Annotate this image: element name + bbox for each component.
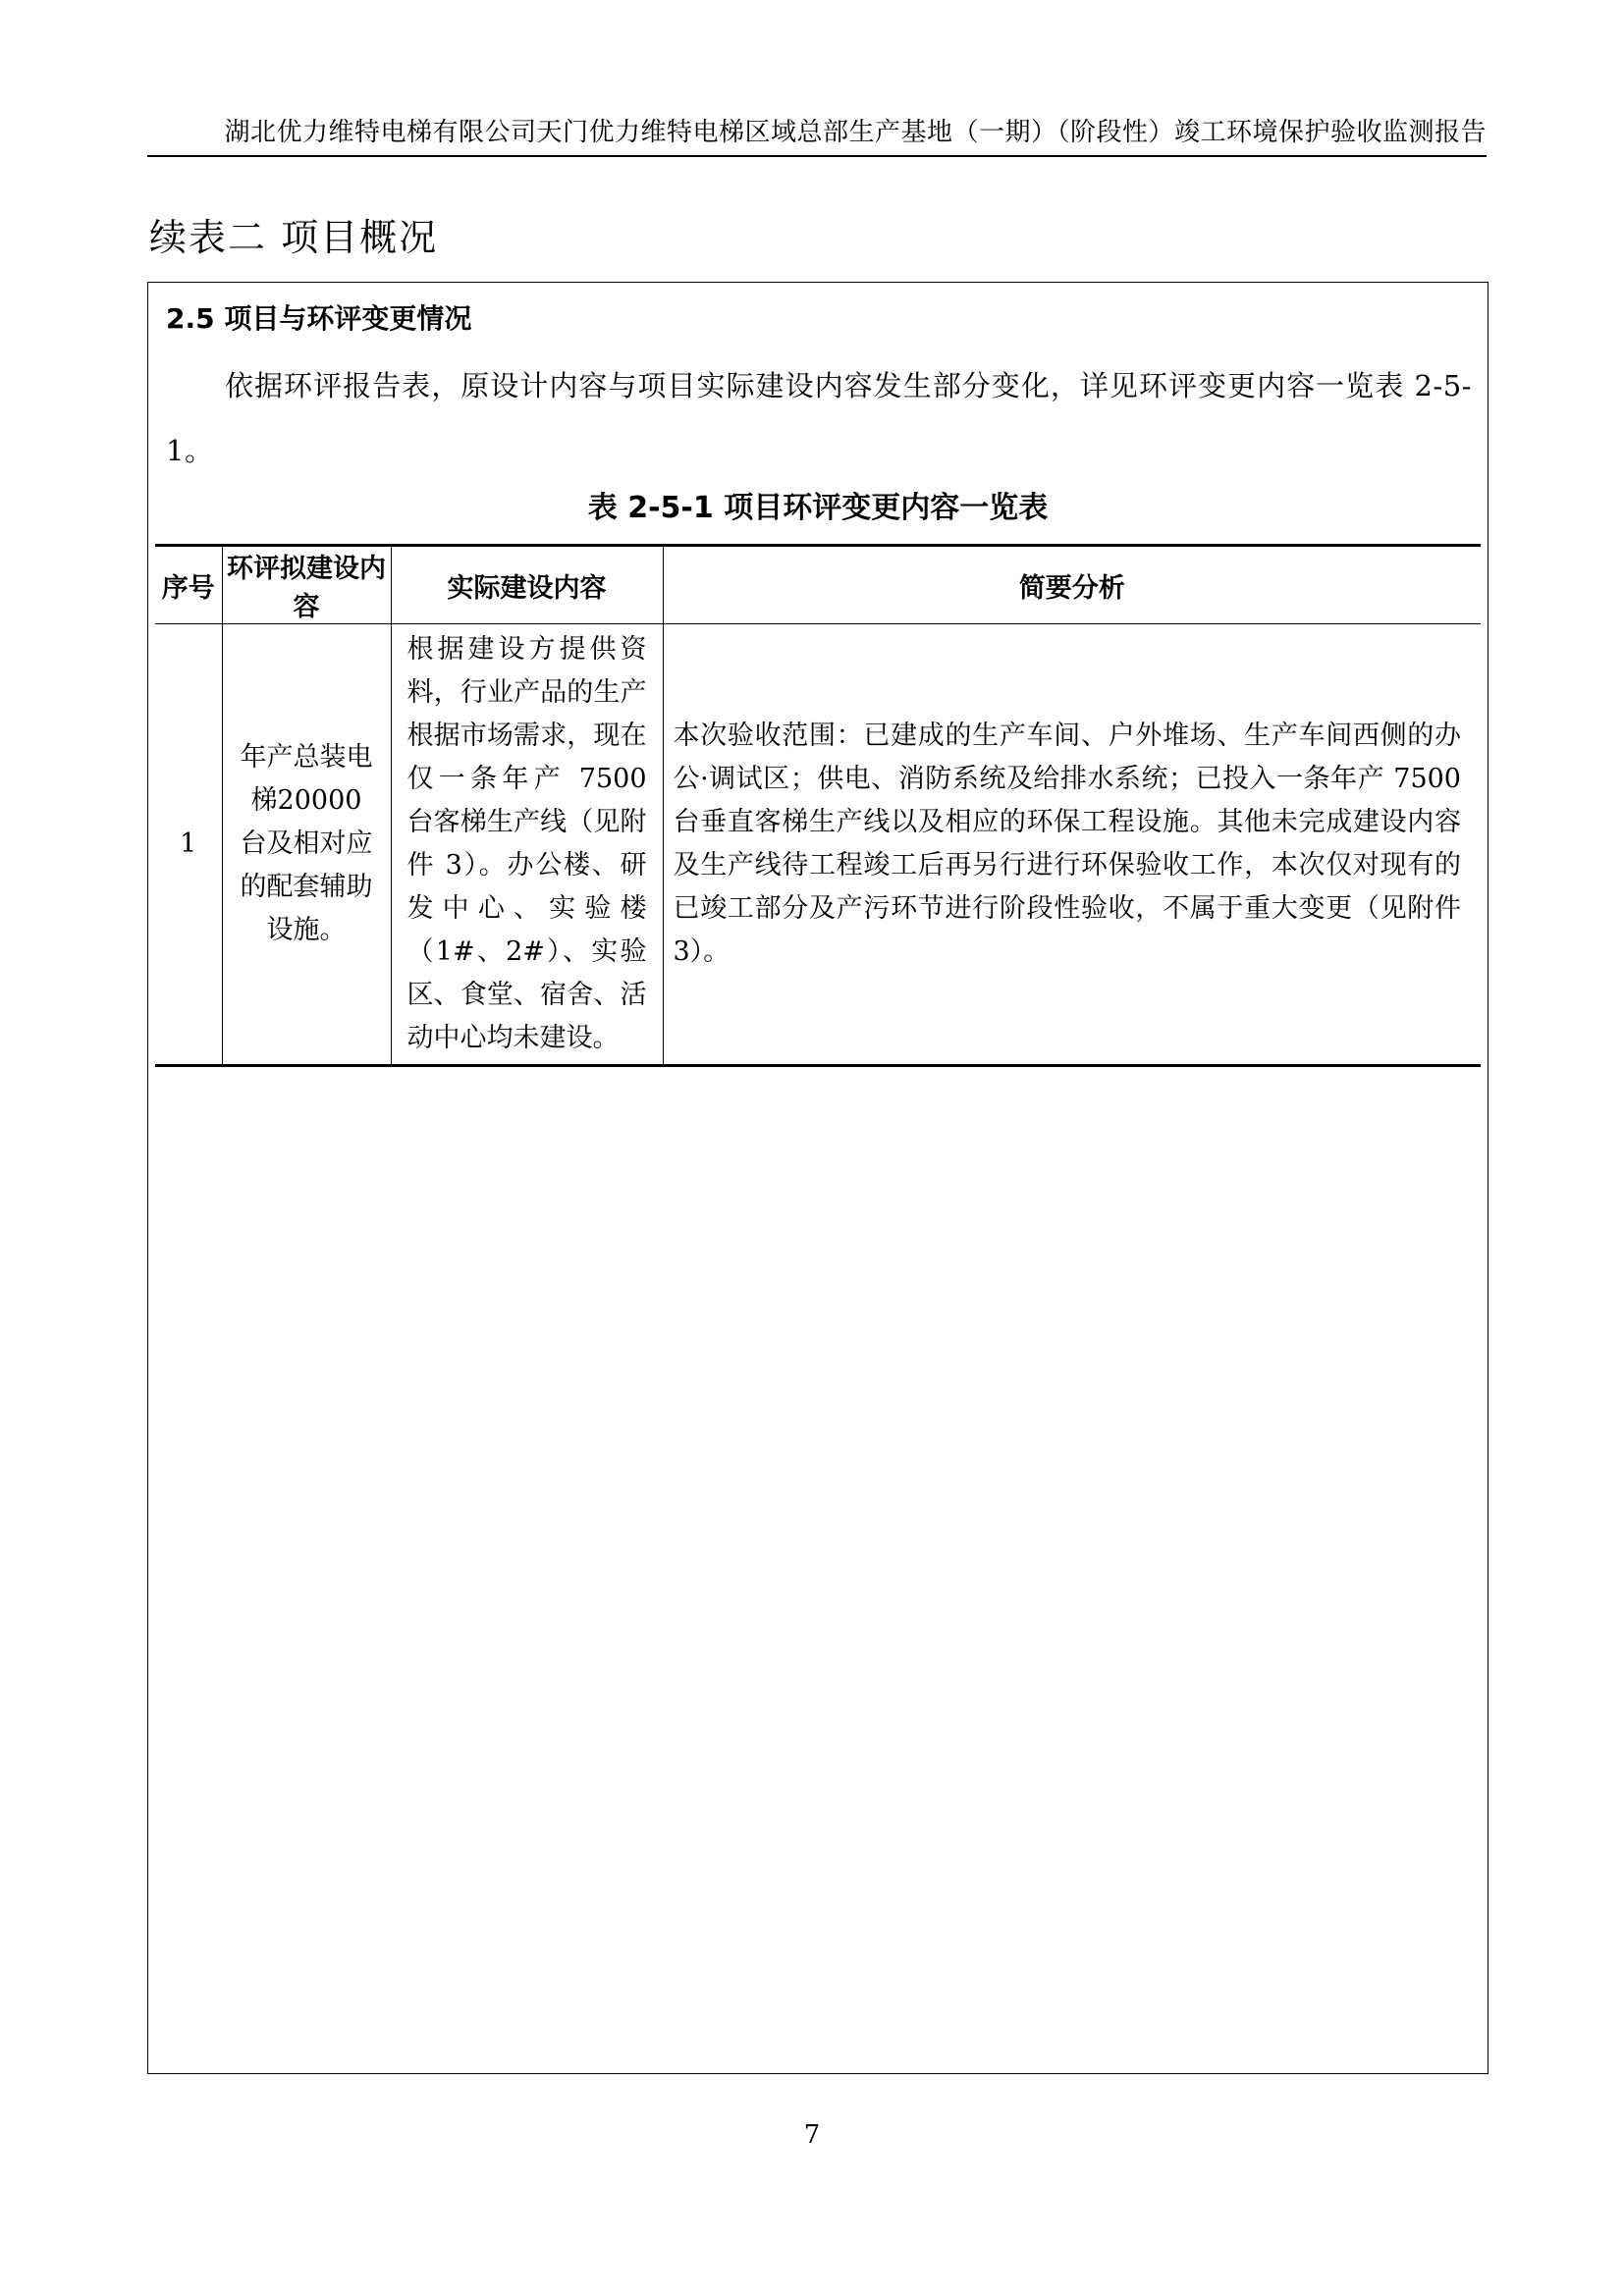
table-row — [155, 624, 1481, 1066]
header-index: 序号 — [155, 546, 222, 624]
change-table — [155, 544, 1481, 1067]
cell-index: 1 — [155, 624, 222, 1066]
header-actual: 实际建设内容 — [391, 546, 663, 624]
cell-planned: 年产总装电梯20000 台及相对应的配套辅助设施。 — [222, 624, 391, 1066]
intro-paragraph: 依据环评报告表，原设计内容与项目实际建设内容发生部分变化，详见环评变更内容一览表 2-5-1。 — [166, 369, 1472, 467]
header-planned: 环评拟建设内容 — [222, 546, 391, 624]
table-header-row — [155, 546, 1481, 624]
content-frame — [147, 282, 1489, 2074]
subsection-title: 2.5 项目与环评变更情况 — [166, 302, 472, 335]
cell-analysis: 本次验收范围：已建成的生产车间、户外堆场、生产车间西侧的办公·调试区；供电、消防系统及给排水系统；已投入一条年产 7500 台垂直客梯生产线以及相应的环保工程设施。其他未完成建设内容及生产线待工程竣工后再另行进行环保验收工作，本次仅对现有的已竣工部分及产污环节进行阶段性验收，不属于重大变更（见附件 3）。 — [673, 721, 1461, 967]
section-title: 续表二 项目概况 — [149, 216, 439, 259]
page-number: 7 — [803, 2120, 821, 2150]
table-caption: 表 2-5-1 项目环评变更内容一览表 — [587, 491, 1049, 525]
header-analysis: 简要分析 — [663, 546, 1481, 624]
cell-actual: 根据建设方提供资料，行业产品的生产根据市场需求，现在仅一条年产 7500 台客梯生产线（见附件 3）。办公楼、研发中心、实验楼（1#、2#）、实验区、食堂、宿舍、活动中心均未建设。 — [391, 624, 663, 1066]
running-header: 湖北优力维特电梯有限公司天门优力维特电梯区域总部生产基地（一期）（阶段性）竣工环境保护验收监测报告 — [147, 118, 1487, 157]
